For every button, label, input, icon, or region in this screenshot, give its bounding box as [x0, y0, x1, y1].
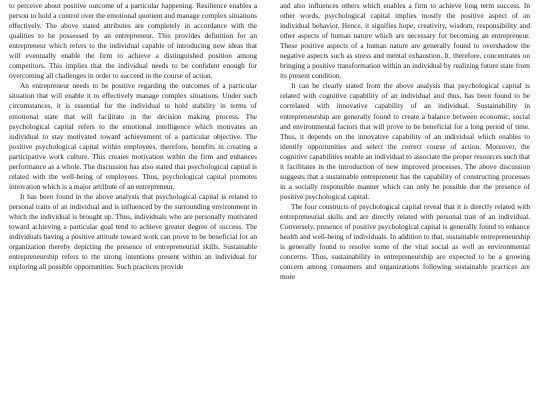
right-paragraph-3: The four constructs of psychological capital reveal that it is directly related with entrepreneurial skills and are directly related with personal trait of an individual. Conversely, presence of positive psychological capital is generally found to enhance health and well-being of individuals. In addition to that, sustainable entrepreneurship is generally found to resolve some of the vital social as well as environmental concerns. Thus, sustainability in entrepreneurship are expected to be a growing concern among consumers and organizations following sustainable practices are more	[280, 201, 530, 282]
right-column	[280, 1, 530, 282]
left-paragraph-3: It has been found in the above analysis that psychological capital is related to personal traits of an individual and is influenced by the surrounding environment in which the individual is brought up. Thus, individuals who are personally motivated toward achieving a particular goal tend to achieve greater degree of success. The individuals having a positive attitude toward work can prove to be beneficial for an organization thereby depicting the presence of entrepreneurial skills. Sustainable entrepreneurship refers to the strong intentions present within an individual for exploring all possible opportunities. Such practices provide	[9, 191, 257, 272]
left-paragraph-1: to perceive about positive outcome of a particular happening. Resilience enables a person to hold a control over the emotional quotient and manage complex situations effectively. The above stated attributes are completely in accordance with the qualities to be possessed by an entrepreneur. This provides definition for an entrepreneur which refers to the individual capable of introducing new ideas that will eventually enable the firm to achieve a distinguished position among competitors. This implies that the individual needs to be confident enough for overcoming all challenges in order to succeed in the course of action.	[9, 1, 257, 81]
left-paragraph-2: An entrepreneur needs to be positive regarding the outcomes of a particular situation that will enable it to effectively manage complex situations. Under such circumstances, it is essential for the individual to hold stability in terms of emotional state that will facilitate in the decision making process. The psychological capital refers to the emotional intelligence which motivates an individual to stay motivated toward achievement of a particular objective. The positive psychological capital within employees, therefore, benefits in creating a participative work culture. This creates motivation within the firm and enhances performance as a whole. The discussion has also stated that psychological capital is related with the well-being of employees. Thus, psychological capital promotes innovation which is a major attribute of an entrepreneur.	[9, 81, 257, 191]
left-column	[9, 1, 257, 272]
right-paragraph-1: and also influences others which enables a firm to achieve long term success. In other words, psychological capital implies mostly the positive aspect of an individual behavior. Hence, it signifies hope, creativity, wisdom, responsibility and other aspects of human nature which are necessary for becoming an entrepreneur. These positive aspects of a human nature are generally found to overshadow the negative aspects such as stress and mental exhaustion. It, therefore, concentrates on bringing a positive transformation within an individual by realizing future state from its present condition.	[280, 1, 530, 81]
right-paragraph-2: It can be clearly stated from the above analysis that psychological capital is related with cognitive capability of an individual and thus, has been found to be correlated with innovative capability of an individual. Sustainability in entrepreneurship are generally found to create a balance between economic, social and environmental factors that will prove to be beneficial for a long period of time. Thus, it depends on the innovative capability of an individual which enables to identify opportunities and select the correct course of action. Moreover, the cognitive capabilities enable an individual to associate the proper resources such that it facilitates in the introduction of new improved processes. The above discussion suggests that a sustainable entrepreneur has the capability of constructing processes in a socially responsible manner which can only be possible due the presence of positive psychological capital.	[280, 81, 530, 201]
